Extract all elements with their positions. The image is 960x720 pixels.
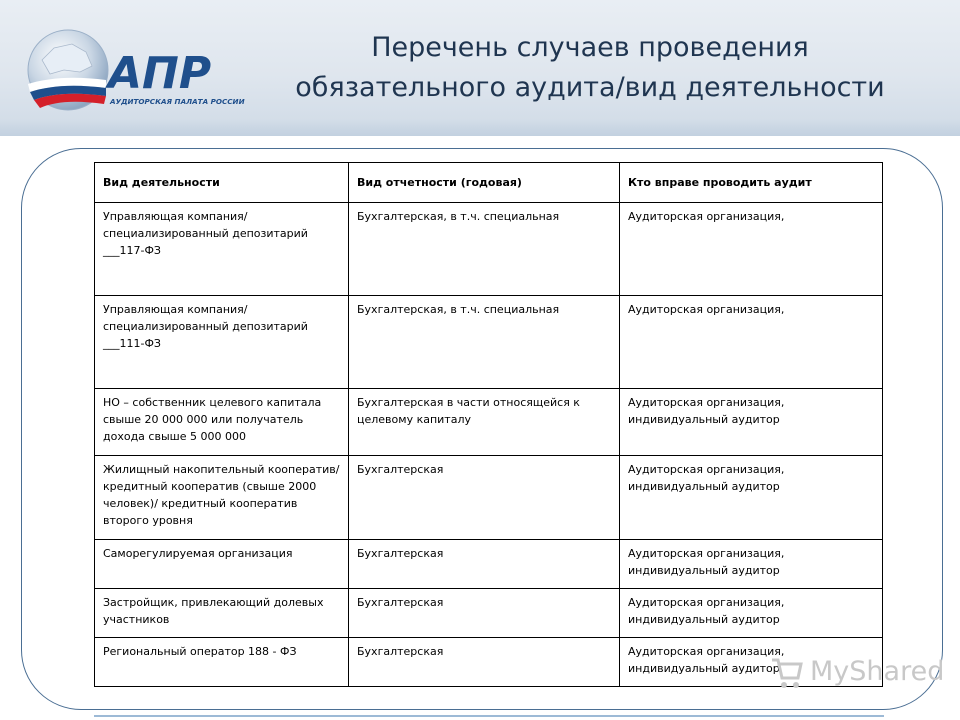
cart-icon — [768, 652, 804, 692]
cell-activity: Региональный оператор 188 - ФЗ — [95, 638, 349, 687]
cell-auditor: Аудиторская организация, индивидуальный аудитор — [620, 540, 883, 589]
table-row — [95, 203, 883, 296]
apr-logo — [20, 22, 245, 122]
table-row — [95, 456, 883, 540]
table-row — [95, 540, 883, 589]
bottom-divider — [94, 715, 884, 717]
table-header-row — [95, 163, 883, 203]
cell-activity: Управляющая компания/специализированный депозитарий ___111-ФЗ — [95, 296, 349, 389]
table-row — [95, 589, 883, 638]
cell-activity: Застройщик, привлекающий долевых участников — [95, 589, 349, 638]
cell-auditor: Аудиторская организация, индивидуальный аудитор — [620, 638, 883, 687]
header-shine — [0, 120, 960, 136]
cell-report-type: Бухгалтерская — [349, 589, 620, 638]
cell-report-type: Бухгалтерская — [349, 456, 620, 540]
cell-report-type: Бухгалтерская — [349, 638, 620, 687]
header-activity: Вид деятельности — [95, 163, 349, 203]
slide-title — [240, 28, 940, 108]
cell-auditor: Аудиторская организация, — [620, 203, 883, 296]
watermark-text: MyShared — [810, 656, 945, 687]
header-report-type: Вид отчетности (годовая) — [349, 163, 620, 203]
cell-activity: Саморегулируемая организация — [95, 540, 349, 589]
myshared-watermark — [768, 652, 945, 692]
cell-auditor: Аудиторская организация, индивидуальный аудитор — [620, 389, 883, 456]
cell-activity: Жилищный накопительный кооператив/ кредитный кооператив (свыше 2000 человек)/ кредитный кооператив второго уровня — [95, 456, 349, 540]
cell-report-type: Бухгалтерская в части относящейся к целевому капиталу — [349, 389, 620, 456]
cell-activity: НО – собственник целевого капитала свыше 20 000 000 или получатель дохода свыше 5 000 000 — [95, 389, 349, 456]
cell-auditor: Аудиторская организация, — [620, 296, 883, 389]
cell-auditor: Аудиторская организация, индивидуальный аудитор — [620, 589, 883, 638]
table-row — [95, 638, 883, 687]
logo-wordmark: АПР — [108, 48, 212, 99]
table-row — [95, 296, 883, 389]
title-line-2: обязательного аудита/вид деятельности — [295, 72, 885, 103]
cell-activity: Управляющая компания/специализированный депозитарий ___117-ФЗ — [95, 203, 349, 296]
table-row — [95, 389, 883, 456]
logo-subtitle: АУДИТОРСКАЯ ПАЛАТА РОССИИ — [110, 97, 245, 106]
cell-auditor: Аудиторская организация, индивидуальный аудитор — [620, 456, 883, 540]
audit-table — [94, 162, 883, 687]
title-line-1: Перечень случаев проведения — [371, 32, 809, 63]
cell-report-type: Бухгалтерская — [349, 540, 620, 589]
header-auditor: Кто вправе проводить аудит — [620, 163, 883, 203]
cell-report-type: Бухгалтерская, в т.ч. специальная — [349, 296, 620, 389]
cell-report-type: Бухгалтерская, в т.ч. специальная — [349, 203, 620, 296]
